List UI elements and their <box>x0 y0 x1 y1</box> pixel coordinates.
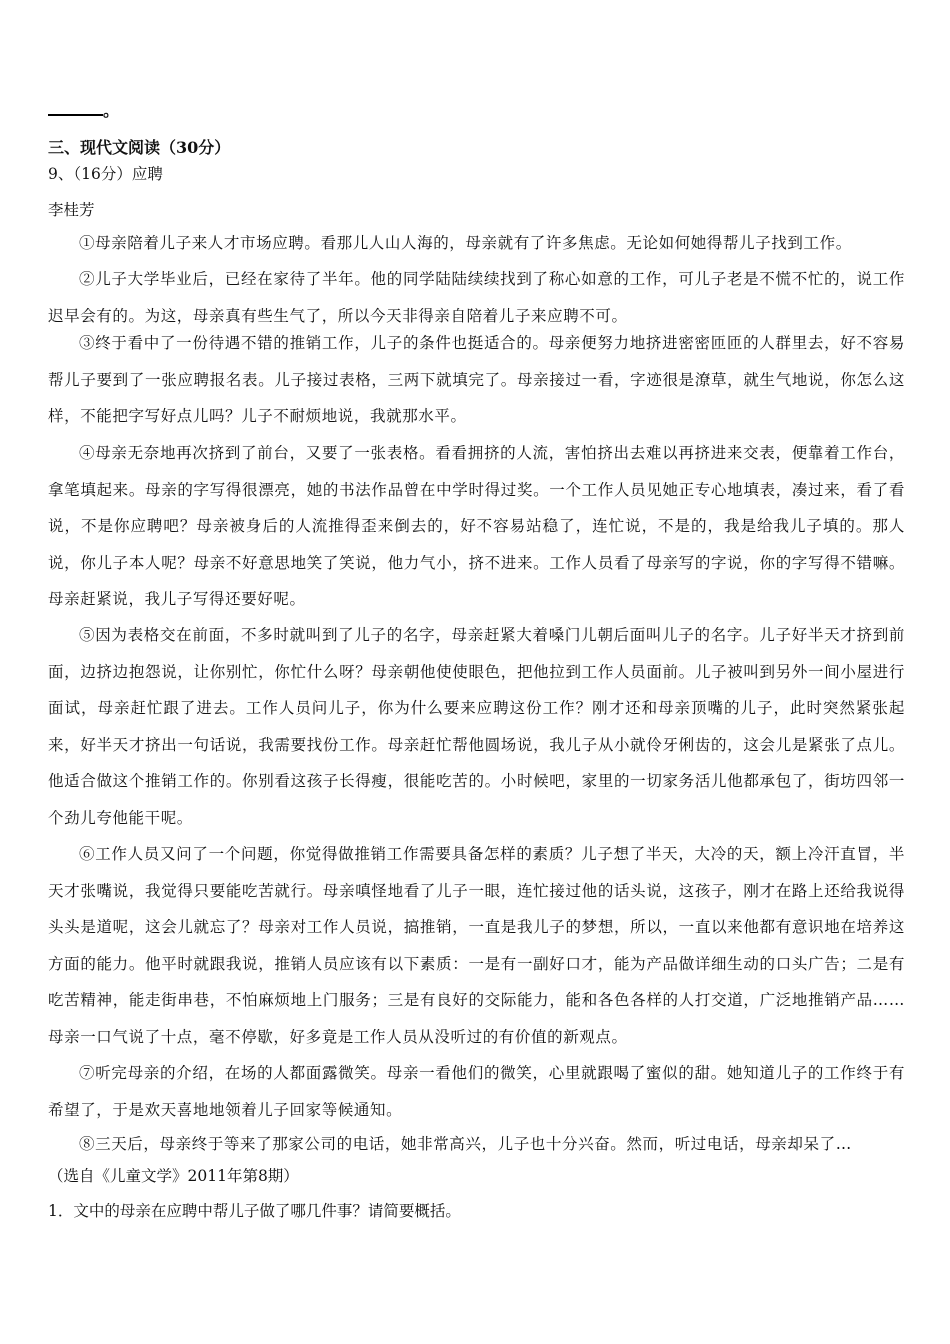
question-heading: 9、（16分）应聘 <box>48 165 163 183</box>
blank-underline <box>48 102 103 116</box>
paragraph-8: ⑧三天后，母亲终于等来了那家公司的电话，她非常高兴，儿子也十分兴奋。然而，听过电话，母亲却呆了… <box>79 1135 852 1153</box>
source-citation: （选自《儿童文学》2011年第8期） <box>48 1167 299 1185</box>
paragraph-5: ⑤因为表格交在前面，不多时就叫到了儿子的名字，母亲赶紧大着嗓门儿朝后面叫儿子的名字。儿子好半天才挤到前面，边挤边抱怨说，让你别忙，你忙什么呀？母亲朝他使使眼色，把他拉到工作人员面前。儿子被叫到另外一间小屋进行面试，母亲赶忙跟了进去。工作人员问儿子，你为什么要来应聘这份工作？刚才还和母亲顶嘴的儿子，此时突然紧张起来，好半天才挤出一句话说，我需要找份工作。母亲赶忙帮他圆场说，我儿子从小就伶牙俐齿的，这会儿是紧张了点儿。他适合做这个推销工作的。你别看这孩子长得瘦，很能吃苦的。小时候吧，家里的一切家务活儿他都承包了，街坊四邻一个劲儿夸他能干呢。 <box>48 626 905 827</box>
author-name: 李桂芳 <box>48 201 95 219</box>
blank-end-mark: 。 <box>103 101 120 120</box>
paragraph-6: ⑥工作人员又问了一个问题，你觉得做推销工作需要具备怎样的素质？儿子想了半天，大冷的天，额上冷汗直冒，半天才张嘴说，我觉得只要能吃苦就行。母亲嗔怪地看了儿子一眼，连忙接过他的话头说，这孩子，刚才在路上还给我说得头头是道呢，这会儿就忘了？母亲对工作人员说，搞推销，一直是我儿子的梦想，所以，一直以来他都有意识地在培养这方面的能力。他平时就跟我说，推销人员应该有以下素质：一是有一副好口才，能为产品做详细生动的口头广告；二是有吃苦精神，能走街串巷，不怕麻烦地上门服务；三是有良好的交际能力，能和各色各样的人打交道，广泛地推销产品……母亲一口气说了十点，毫不停歇，好多竟是工作人员从没听过的有价值的新观点。 <box>48 845 905 1046</box>
answer-blank <box>48 98 119 121</box>
paragraph-4: ④母亲无奈地再次挤到了前台，又要了一张表格。看看拥挤的人流，害怕挤出去难以再挤进来交表，便靠着工作台，拿笔填起来。母亲的字写得很漂亮，她的书法作品曾在中学时得过奖。一个工作人员见她正专心地填表，凑过来，看了看说，不是你应聘吧？母亲被身后的人流推得歪来倒去的，好不容易站稳了，连忙说，不是的，我是给我儿子填的。那人说，你儿子本人呢？母亲不好意思地笑了笑说，他力气小，挤不进来。工作人员看了母亲写的字说，你的字写得不错嘛。母亲赶紧说，我儿子写得还要好呢。 <box>48 444 905 609</box>
paragraph-2: ②儿子大学毕业后，已经在家待了半年。他的同学陆陆续续找到了称心如意的工作，可儿子老是不慌不忙的，说工作迟早会有的。为这，母亲真有些生气了，所以今天非得亲自陪着儿子来应聘不可。 <box>48 270 905 325</box>
section-title: 三、现代文阅读（30分） <box>48 138 231 157</box>
paragraph-7: ⑦听完母亲的介绍，在场的人都面露微笑。母亲一看他们的微笑，心里就跟喝了蜜似的甜。她知道儿子的工作终于有希望了，于是欢天喜地地领着儿子回家等候通知。 <box>48 1064 905 1119</box>
sub-question-1: 1．文中的母亲在应聘中帮儿子做了哪几件事？请简要概括。 <box>48 1202 461 1220</box>
paragraph-1: ①母亲陪着儿子来人才市场应聘。看那儿人山人海的，母亲就有了许多焦虑。无论如何她得帮儿子找到工作。 <box>79 234 852 252</box>
paragraph-3: ③终于看中了一份待遇不错的推销工作，儿子的条件也挺适合的。母亲便努力地挤进密密匝匝的人群里去，好不容易帮儿子要到了一张应聘报名表。儿子接过表格，三两下就填完了。母亲接过一看，字迹很是潦草，就生气地说，你怎么这样，不能把字写好点儿吗？儿子不耐烦地说，我就那水平。 <box>48 334 905 426</box>
